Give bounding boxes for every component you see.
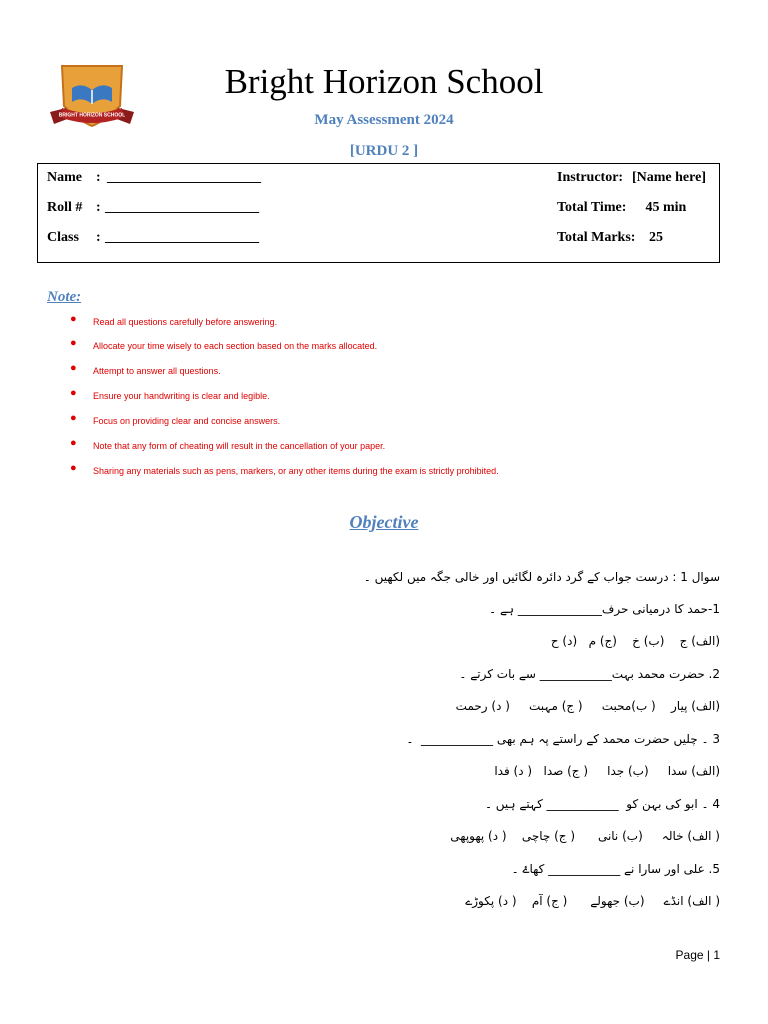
question-text: 1-حمد کا درمیانی حرف______________ ہے ۔ [489, 602, 720, 616]
name-field[interactable]: ______________________ [107, 170, 261, 185]
roll-field[interactable]: ______________________ [105, 200, 259, 215]
bullet-icon: ● [70, 337, 77, 349]
instructor-label: Instructor: [557, 170, 624, 185]
logo-text: BRIGHT HORIZON SCHOOL [58, 112, 126, 119]
bullet-icon: ● [70, 313, 77, 325]
question-options: (الف) سدا (ب) جدا ( ج) صدا ( د) فدا [494, 764, 720, 778]
name-label: Name [47, 170, 82, 185]
name-colon: : [96, 170, 101, 185]
question-text: 2. حضرت محمد بہت____________ سے بات کرتے ۔ [459, 667, 720, 681]
objective-heading: Objective [349, 512, 419, 532]
question-options: ( الف) خالہ (ب) نانی ( ج) چاچی ( د) پھوپھی [450, 829, 720, 843]
student-info-box [37, 163, 720, 263]
roll-colon: : [96, 200, 101, 215]
instructor-value: [Name here] [632, 170, 706, 185]
question-text: 3 ۔ چلیں حضرت محمد کے راستے پہ ہم بھی ____________ ۔ [406, 732, 720, 746]
bullet-icon: ● [70, 462, 77, 474]
roll-label: Roll # [47, 200, 83, 215]
question-text: 5. علی اور سارا نے ____________ کھاۓ ۔ [511, 862, 720, 876]
marks-label: Total Marks: [557, 230, 636, 245]
bullet-icon: ● [70, 362, 77, 374]
bullet-icon: ● [70, 387, 77, 399]
marks-value: 25 [649, 230, 663, 245]
class-label: Class [47, 230, 79, 245]
time-label: Total Time: [557, 200, 627, 215]
school-name: Bright Horizon School [224, 62, 544, 101]
question-options: (الف) پیار ( ب)محبت ( ج) مہبت ( د) رحمت [455, 699, 720, 713]
exam-title: May Assessment 2024 [314, 112, 454, 128]
class-field[interactable]: ______________________ [105, 230, 259, 245]
question-text: 4 ۔ ابو کی بہن کو ____________ کہتے ہیں ۔ [484, 797, 720, 811]
page-number: Page | 1 [675, 948, 720, 962]
class-colon: : [96, 230, 101, 245]
time-value: 45 min [642, 200, 687, 215]
bullet-icon: ● [70, 412, 77, 424]
subject-title: [URDU 2 ] [349, 143, 419, 159]
question-options: (الف) ج (ب) خ (ج) م (د) ح [550, 634, 720, 648]
bullet-icon: ● [70, 437, 77, 449]
question-options: ( الف) انڈے (ب) جھولے ( ج) آم ( د) پکوڑے [465, 894, 720, 908]
question-instruction: سوال 1 : درست جواب کے گرد دائرہ لگائیں اور خالی جگہ میں لکھیں ۔ [363, 570, 720, 584]
note-title: Note: [47, 289, 82, 305]
